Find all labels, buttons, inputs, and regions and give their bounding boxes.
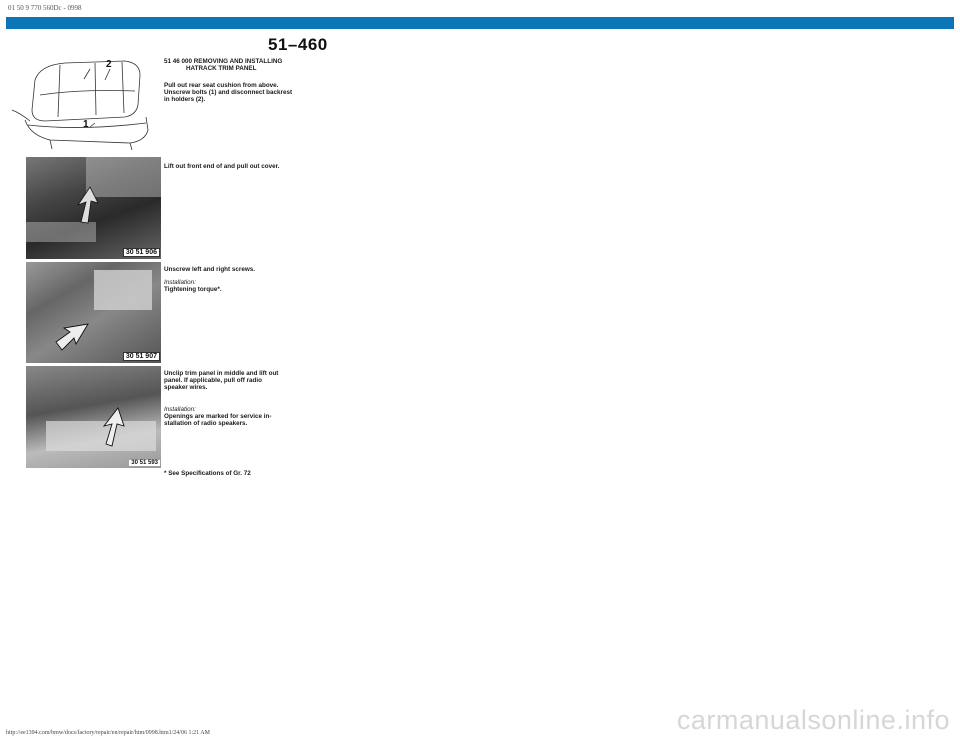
photo-lift-cover <box>26 157 161 259</box>
pointer-arrow-icon <box>26 262 161 363</box>
installation-label: Installation: <box>164 406 196 413</box>
section-title-line2: HATRACK TRIM PANEL <box>186 65 257 73</box>
specifications-note: * See Specifications of Gr. 72 <box>164 470 251 477</box>
installation-text: Openings are marked for service in-stallation of radio speakers. <box>164 413 272 428</box>
section-code-title: 51 46 000 REMOVING AND INSTALLING <box>164 58 283 65</box>
page-footer-url: http://ee1394.com/bmw/docs/factory/repair/en/repair/htm/0998.htm1/24/06 1:21 AM <box>6 730 210 736</box>
callout-2: 2 <box>106 59 112 70</box>
seat-drawing-icon <box>10 55 160 153</box>
up-arrow-icon <box>26 366 161 468</box>
installation-label: Installation: <box>164 279 196 286</box>
watermark: carmanualsonline.info <box>676 705 950 735</box>
photo-unclip-panel <box>26 366 161 468</box>
step-1-text: Pull out rear seat cushion from above. Unscrew bolts (1) and disconnect backrest in holders (2). <box>164 82 293 104</box>
step-3-installation <box>164 279 304 293</box>
photo-unscrew-screws <box>26 262 161 363</box>
step-4-installation <box>164 406 284 428</box>
document-id: 01 50 9 770 560Dc - 0998 <box>8 4 82 12</box>
section-title <box>164 58 314 72</box>
seat-diagram-figure <box>10 55 160 153</box>
step-3-text: Unscrew left and right screws. <box>164 266 255 273</box>
step-4-text: Unclip trim panel in middle and lift out panel. If applicable, pull off radio speaker wires. <box>164 370 279 392</box>
figure-caption: 30 51 593 <box>131 460 158 466</box>
up-arrow-icon <box>26 157 161 259</box>
page-number: 51–460 <box>268 35 328 54</box>
installation-text: Tightening torque*. <box>164 286 222 294</box>
figure-caption: 30 51 906 <box>123 248 160 257</box>
step-2-text: Lift out front end of and pull out cover. <box>164 163 280 170</box>
figure-caption: 30 51 907 <box>123 352 160 361</box>
callout-1: 1 <box>83 119 89 130</box>
header-bar <box>6 17 954 29</box>
